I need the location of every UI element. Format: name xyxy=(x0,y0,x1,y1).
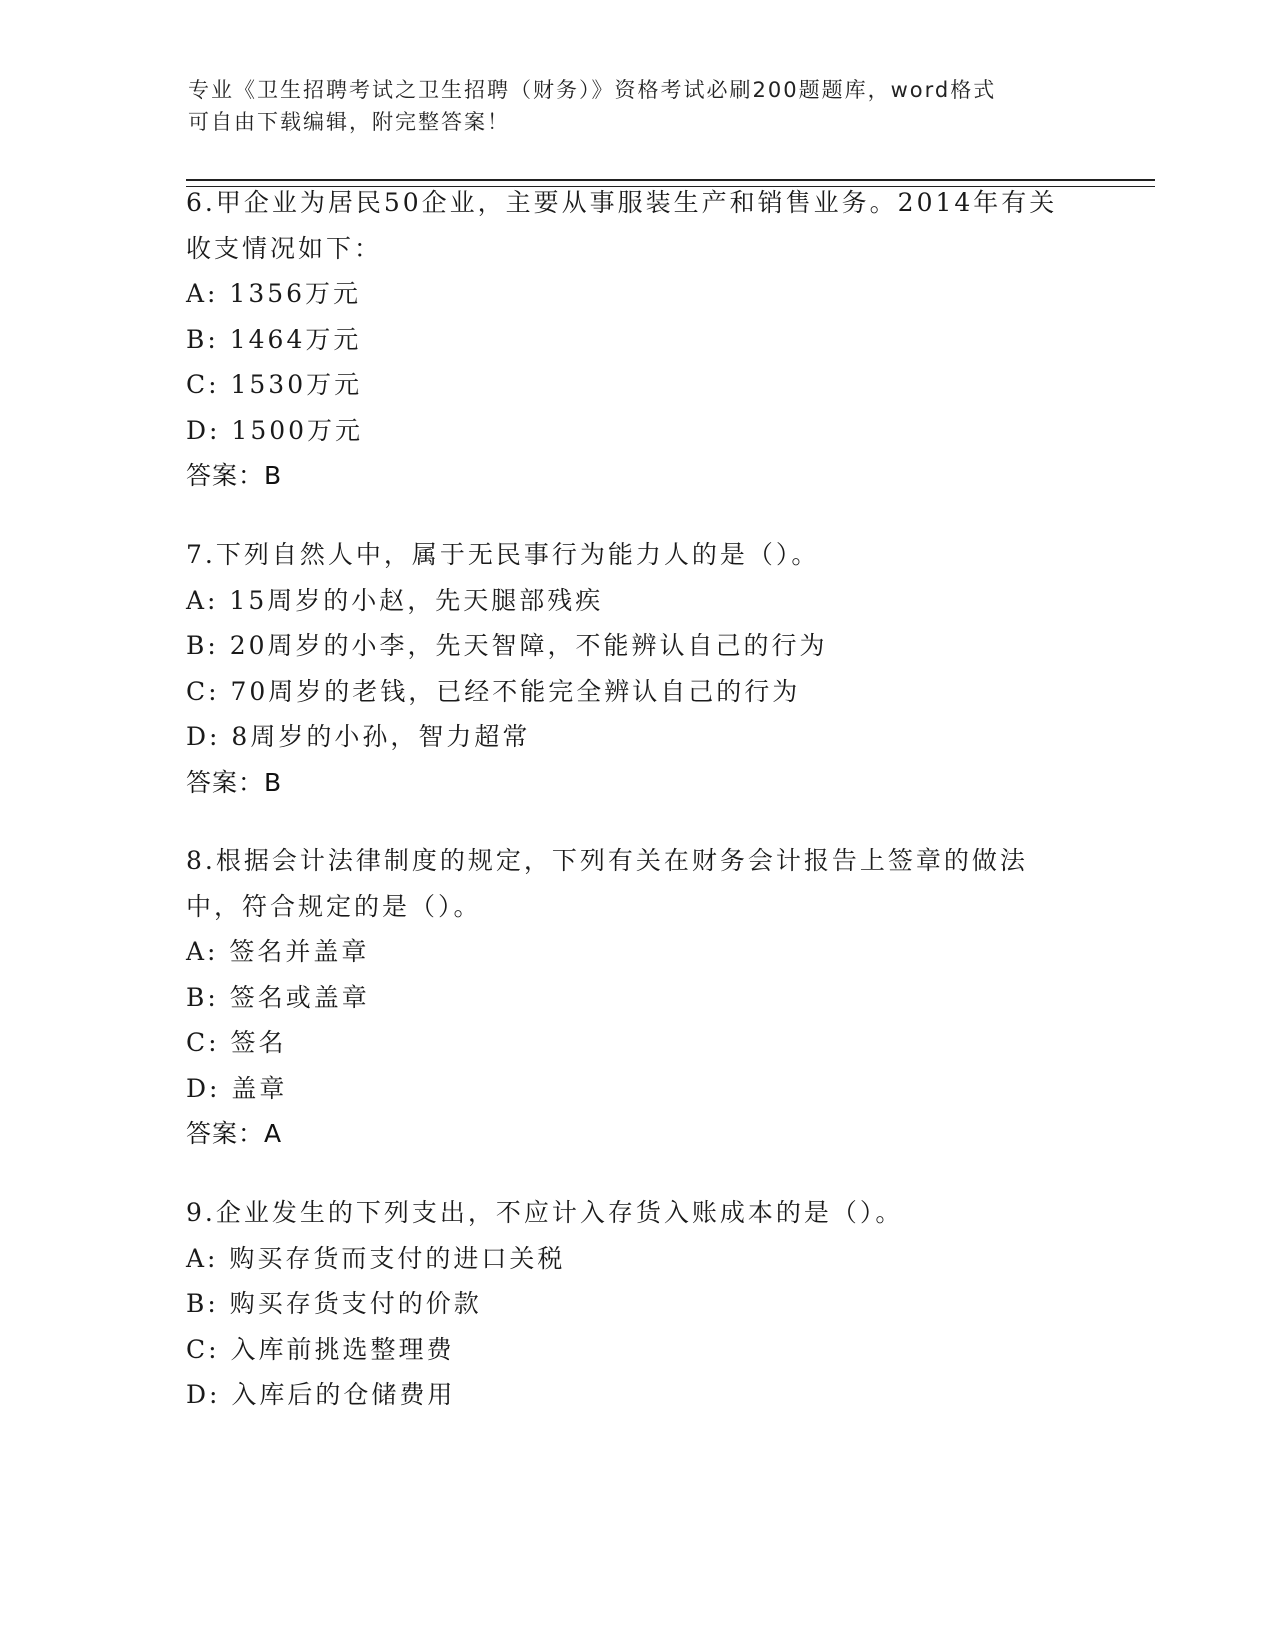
question-stem-line-2: 中，符合规定的是（）。 xyxy=(186,891,482,921)
question-stem-line-1: 6.甲企业为居民50企业，主要从事服装生产和销售业务。2014年有关 xyxy=(186,188,1058,217)
option-c: C: 1530万元 xyxy=(186,370,363,399)
question-9 xyxy=(186,1190,1086,1418)
question-8 xyxy=(186,838,1086,1157)
option-a: A: 15周岁的小赵，先天腿部残疾 xyxy=(186,585,604,615)
option-c: C: 70周岁的老钱，已经不能完全辨认自己的行为 xyxy=(186,676,801,706)
option-a: A: 签名并盖章 xyxy=(186,937,370,966)
question-stem xyxy=(186,532,1086,578)
question-stem xyxy=(186,180,1086,271)
document-header xyxy=(188,74,1088,138)
option-c: C: 入库前挑选整理费 xyxy=(186,1334,455,1364)
option-b: B: 20周岁的小李，先天智障，不能辨认自己的行为 xyxy=(186,631,828,660)
question-stem-line-2: 收支情况如下： xyxy=(186,233,383,263)
header-line-1: 专业《卫生招聘考试之卫生招聘（财务）》资格考试必刷200题题库，word格式 xyxy=(188,78,997,102)
answer: 答案：B xyxy=(186,767,283,797)
option-c: C: 签名 xyxy=(186,1028,287,1057)
question-stem xyxy=(186,1190,1086,1236)
option-b: B: 购买存货支付的价款 xyxy=(186,1289,482,1318)
header-line-2: 可自由下载编辑，附完整答案！ xyxy=(188,110,510,134)
option-b: B: 1464万元 xyxy=(186,324,362,354)
option-b: B: 签名或盖章 xyxy=(186,982,370,1012)
question-stem-line-1: 9.企业发生的下列支出，不应计入存货入账成本的是（）。 xyxy=(186,1198,904,1227)
question-6 xyxy=(186,180,1086,499)
answer: 答案：A xyxy=(186,1119,283,1148)
answer: 答案：B xyxy=(186,461,283,490)
question-stem-line-1: 7.下列自然人中，属于无民事行为能力人的是（）。 xyxy=(186,540,820,569)
option-d: D: 入库后的仓储费用 xyxy=(186,1380,456,1409)
option-d: D: 盖章 xyxy=(186,1073,288,1103)
question-stem-line-1: 8.根据会计法律制度的规定，下列有关在财务会计报告上签章的做法 xyxy=(186,846,1028,875)
option-d: D: 8周岁的小孙，智力超常 xyxy=(186,722,531,751)
option-a: A: 1356万元 xyxy=(186,279,362,308)
option-d: D: 1500万元 xyxy=(186,415,364,445)
question-7 xyxy=(186,532,1086,805)
question-stem xyxy=(186,838,1086,929)
option-a: A: 购买存货而支付的进口关税 xyxy=(186,1243,566,1273)
